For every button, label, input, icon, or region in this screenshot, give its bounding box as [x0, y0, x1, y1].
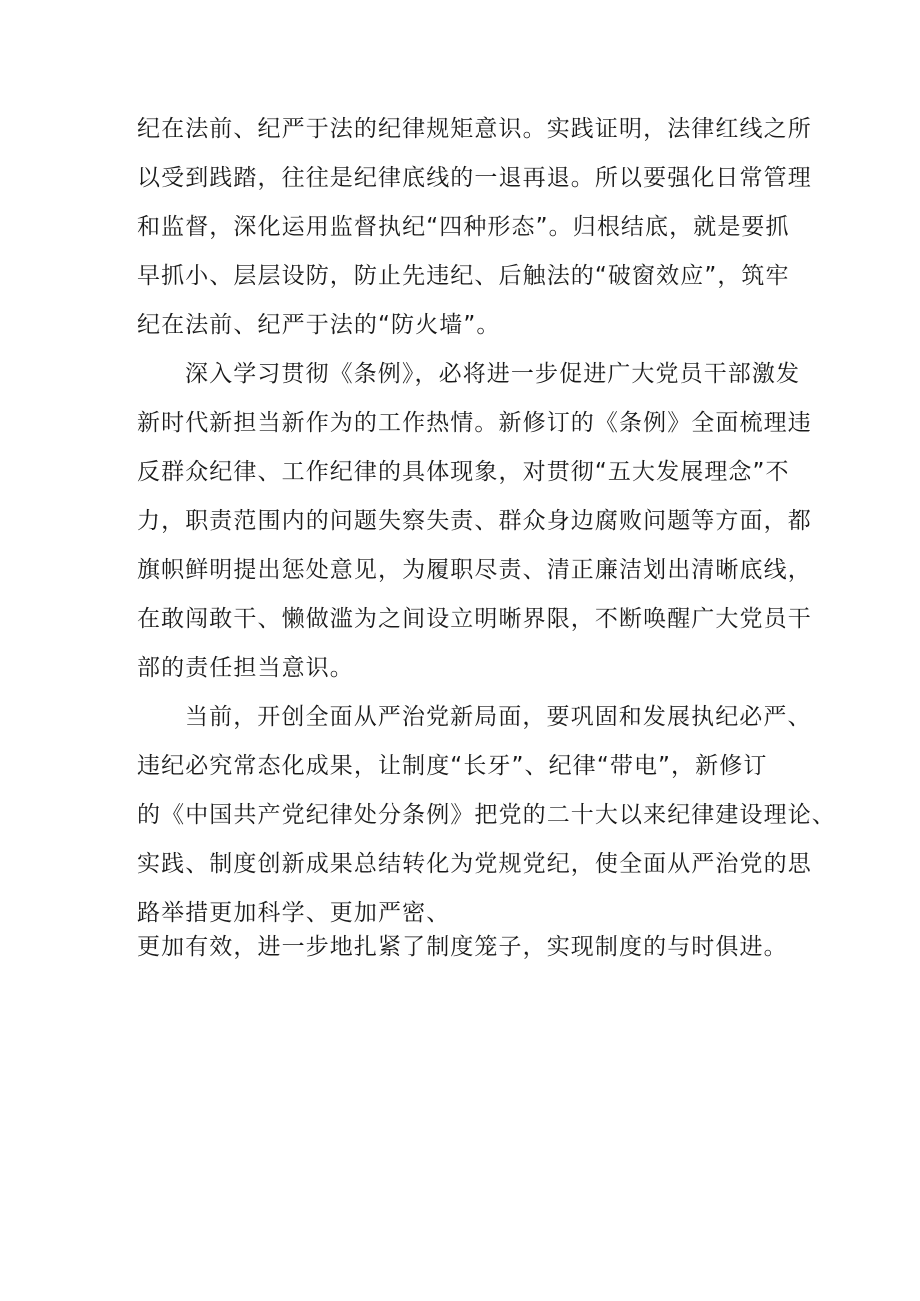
text-line: 部的责任担当意识。 [137, 655, 354, 681]
paragraph-first-line: 当前，开创全面从严治党新局面，要巩固和发展执纪必严、 [185, 704, 812, 730]
text-line: 纪在法前、纪严于法的“防火墙”。 [137, 312, 501, 338]
text-line: 的《中国共产党纪律处分条例》把党的二十大以来纪律建设理论、 [137, 802, 836, 828]
text-line: 纪在法前、纪严于法的纪律规矩意识。实践证明，法律红线之所 [137, 116, 812, 142]
text-line: 和监督，深化运用监督执纪“四种形态”。归根结底，就是要抓 [137, 214, 790, 240]
text-line: 早抓小、层层设防，防止先违纪、后触法的“破窗效应”，筑牢 [137, 263, 790, 289]
paragraph-first-line: 深入学习贯彻《条例》，必将进一步促进广大党员干部激发 [185, 361, 801, 387]
text-line: 反群众纪律、工作纪律的具体现象，对贯彻“五大发展理念”不 [137, 459, 790, 485]
text-line: 更加有效，进一步地扎紧了制度笼子，实现制度的与时俱进。 [137, 934, 788, 960]
text-line: 违纪必究常态化成果，让制度“长牙”、纪律“带电”，新修订 [137, 753, 768, 779]
text-line: 路举措更加科学、更加严密、 [137, 900, 451, 926]
text-line: 实践、制度创新成果总结转化为党规党纪，使全面从严治党的思 [137, 851, 812, 877]
text-line: 以受到践踏，往往是纪律底线的一退再退。所以要强化日常管理 [137, 165, 812, 191]
text-line: 在敢闯敢干、懒做滥为之间设立明晰界限，不断唤醒广大党员干 [137, 606, 812, 632]
text-line: 力，职责范围内的问题失察失责、群众身边腐败问题等方面，都 [137, 508, 812, 534]
text-line: 旗帜鲜明提出惩处意见，为履职尽责、清正廉洁划出清晰底线， [137, 557, 812, 583]
text-line: 新时代新担当新作为的工作热情。新修订的《条例》全面梳理违 [137, 410, 812, 436]
